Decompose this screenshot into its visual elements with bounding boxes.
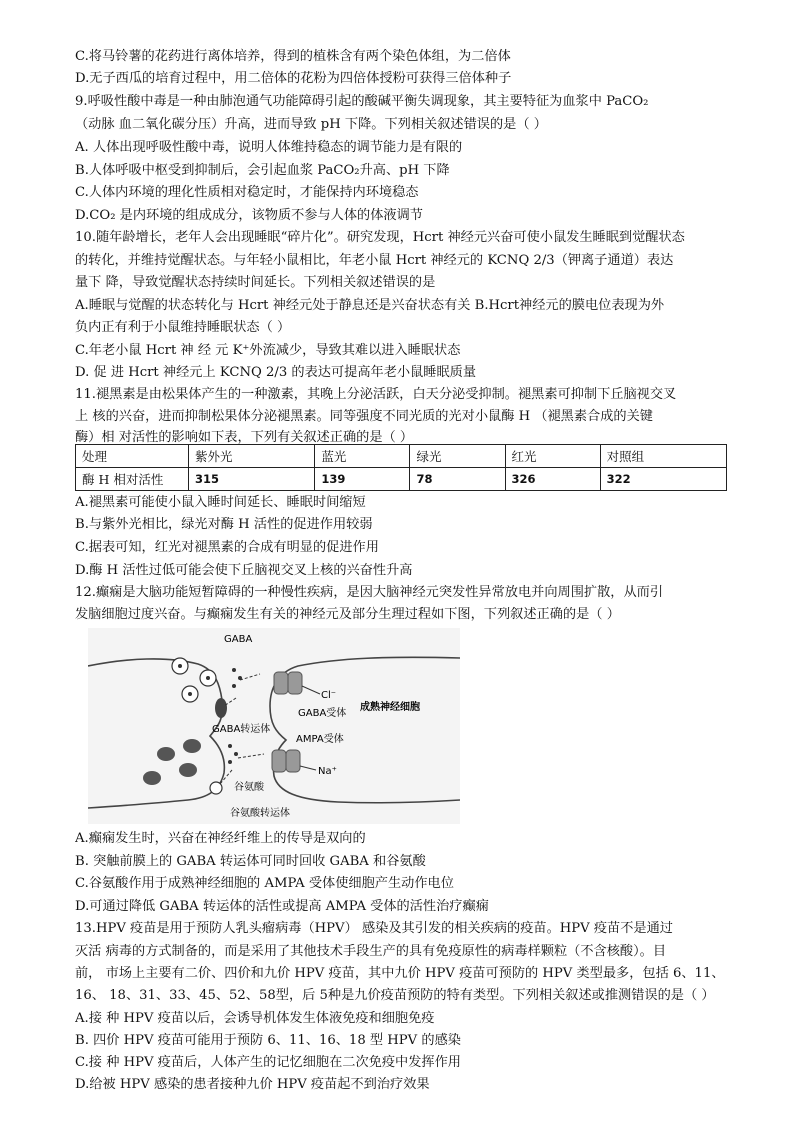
option-b: B. 四价 HPV 疫苗可能用于预防 6、11、16、18 型 HPV 的感染 bbox=[75, 1033, 461, 1048]
option-b: B.与紫外光相比，绿光对酶 H 活性的促进作用较弱 bbox=[75, 517, 373, 532]
table-row bbox=[76, 468, 727, 491]
label-ampa-receptor: AMPA受体 bbox=[296, 734, 344, 745]
table-cell: 红光 bbox=[505, 445, 600, 468]
option-d: D. 促 进 Hcrt 神经元上 KCNQ 2/3 的表达可提高年老小鼠睡眠质量 bbox=[75, 365, 477, 380]
gaba-transporter-shape bbox=[215, 698, 227, 718]
question-13-stem: 13.HPV 疫苗是用于预防人乳头瘤病毒（HPV） 感染及其引发的相关疾病的疫苗。HPV 疫苗不是通过 bbox=[75, 921, 673, 936]
label-cl: Cl⁻ bbox=[321, 690, 337, 701]
question-12-stem: 发脑细胞过度兴奋。与癫痫发生有关的神经元及部分生理过程如下图，下列叙述正确的是（ ） bbox=[75, 607, 620, 622]
question-10-stem: 10.随年龄增长，老年人会出现睡眠“碎片化”。研究发现，Hcrt 神经元兴奋可使小鼠发生睡眠到觉醒状态 bbox=[75, 230, 685, 245]
option-c: C.接 种 HPV 疫苗后，人体产生的记忆细胞在二次免疫中发挥作用 bbox=[75, 1055, 461, 1070]
option-b: B. 突触前膜上的 GABA 转运体可同时回收 GABA 和谷氨酸 bbox=[75, 854, 426, 869]
option-b: 负内正有利于小鼠维持睡眠状态（ ） bbox=[75, 320, 291, 335]
option-a: A.接 种 HPV 疫苗以后，会诱导机体发生体液免疫和细胞免疫 bbox=[75, 1011, 435, 1026]
gaba-receptor-shape bbox=[274, 672, 302, 694]
table-cell: 326 bbox=[505, 468, 600, 491]
glutamate-transporter-shape bbox=[210, 782, 222, 794]
question-11-stem: 11.褪黑素是由松果体产生的一种激素，其晚上分泌活跃，白天分泌受抑制。褪黑素可抑制下丘脑视交叉 bbox=[75, 387, 677, 402]
table-cell: 处理 bbox=[76, 445, 189, 468]
question-10-stem: 量下 降，导致觉醒状态持续时间延长。下列相关叙述错误的是 bbox=[75, 275, 436, 290]
table-cell: 315 bbox=[189, 468, 315, 491]
option-c: C.人体内环境的理化性质相对稳定时，才能保持内环境稳态 bbox=[75, 185, 419, 200]
question-11-stem: 上 核的兴奋，进而抑制松果体分泌褪黑素。同等强度不同光质的光对小鼠酶 H （褪黑素合成的关键 bbox=[75, 409, 653, 424]
option-a: A.癫痫发生时，兴奋在神经纤维上的传导是双向的 bbox=[75, 831, 366, 846]
option-a: A.睡眠与觉醒的状态转化与 Hcrt 神经元处于静息还是兴奋状态有关 B.Hcrt神经元的膜电位表现为外 bbox=[75, 298, 665, 313]
option-b: B.人体呼吸中枢受到抑制后，会引起血浆 PaCO₂升高、pH 下降 bbox=[75, 163, 450, 178]
label-gaba: GABA bbox=[224, 634, 253, 645]
table-header-row bbox=[76, 445, 727, 468]
question-9-stem: 9.呼吸性酸中毒是一种由肺泡通气功能障碍引起的酸碱平衡失调现象，其主要特征为血浆中 PaCO₂ bbox=[75, 94, 649, 109]
synapse-diagram bbox=[88, 628, 460, 824]
option-c: C.年老小鼠 Hcrt 神 经 元 K⁺外流减少，导致其难以进入睡眠状态 bbox=[75, 343, 461, 358]
label-na: Na⁺ bbox=[318, 766, 337, 777]
option-c: C.据表可知，红光对褪黑素的合成有明显的促进作用 bbox=[75, 540, 379, 555]
enzyme-activity-table bbox=[75, 444, 727, 491]
table-cell: 322 bbox=[600, 468, 726, 491]
table-cell: 对照组 bbox=[600, 445, 726, 468]
option-d: D.酶 H 活性过低可能会使下丘脑视交叉上核的兴奋性升高 bbox=[75, 563, 413, 578]
ampa-receptor-shape bbox=[272, 750, 300, 772]
option-d: D.CO₂ 是内环境的组成成分，该物质不参与人体的体液调节 bbox=[75, 208, 423, 223]
table-cell: 绿光 bbox=[410, 445, 505, 468]
table-cell: 78 bbox=[410, 468, 505, 491]
table-cell: 酶 H 相对活性 bbox=[76, 468, 189, 491]
label-glutamate: 谷氨酸 bbox=[234, 782, 264, 793]
table-cell: 139 bbox=[315, 468, 410, 491]
text-line: C.将马铃薯的花药进行离体培养，得到的植株含有两个染色体组，为二倍体 bbox=[75, 49, 511, 64]
text-line: D.无子西瓜的培育过程中，用二倍体的花粉为四倍体授粉可获得三倍体种子 bbox=[75, 71, 512, 86]
question-13-stem: 前， 市场上主要有二价、四价和九价 HPV 疫苗，其中九价 HPV 疫苗可预防的 HPV 类型最多，包括 6、11、 bbox=[75, 966, 725, 981]
question-13-stem: 16、 18、31、33、45、52、58型，后 5种是九价疫苗预防的特有类型。下列相关叙述或推测错误的是（ ） bbox=[75, 988, 715, 1003]
label-gaba-receptor: GABA受体 bbox=[298, 708, 347, 719]
question-11-stem: 酶）相 对活性的影响如下表，下列有关叙述正确的是（ ） bbox=[75, 430, 414, 445]
question-13-stem: 灭活 病毒的方式制备的，而是采用了其他技术手段生产的具有免疫原性的病毒样颗粒（不含核酸）。目 bbox=[75, 944, 667, 959]
option-c: C.谷氨酸作用于成熟神经细胞的 AMPA 受体使细胞产生动作电位 bbox=[75, 876, 454, 891]
option-a: A. 人体出现呼吸性酸中毒，说明人体维持稳态的调节能力是有限的 bbox=[75, 140, 463, 155]
option-d: D.可通过降低 GABA 转运体的活性或提高 AMPA 受体的活性治疗癫痫 bbox=[75, 899, 489, 914]
option-d: D.给被 HPV 感染的患者接种九价 HPV 疫苗起不到治疗效果 bbox=[75, 1077, 430, 1092]
question-10-stem: 的转化，并维持觉醒状态。与年轻小鼠相比，年老小鼠 Hcrt 神经元的 KCNQ 2/3（钾离子通道）表达 bbox=[75, 253, 674, 268]
question-12-stem: 12.癫痫是大脑功能短暂障碍的一种慢性疾病，是因大脑神经元突发性异常放电并向周围扩散，从而引 bbox=[75, 585, 664, 600]
table-cell: 蓝光 bbox=[315, 445, 410, 468]
table-cell: 紫外光 bbox=[189, 445, 315, 468]
question-9-stem: （动脉 血二氧化碳分压）升高，进而导致 pH 下降。下列相关叙述错误的是（ ） bbox=[75, 117, 547, 132]
label-mature-neuron: 成熟神经细胞 bbox=[360, 702, 420, 713]
option-a: A.褪黑素可能使小鼠入睡时间延长、睡眠时间缩短 bbox=[75, 495, 366, 510]
label-glutamate-transporter: 谷氨酸转运体 bbox=[230, 808, 290, 819]
label-gaba-transporter: GABA转运体 bbox=[212, 724, 271, 735]
